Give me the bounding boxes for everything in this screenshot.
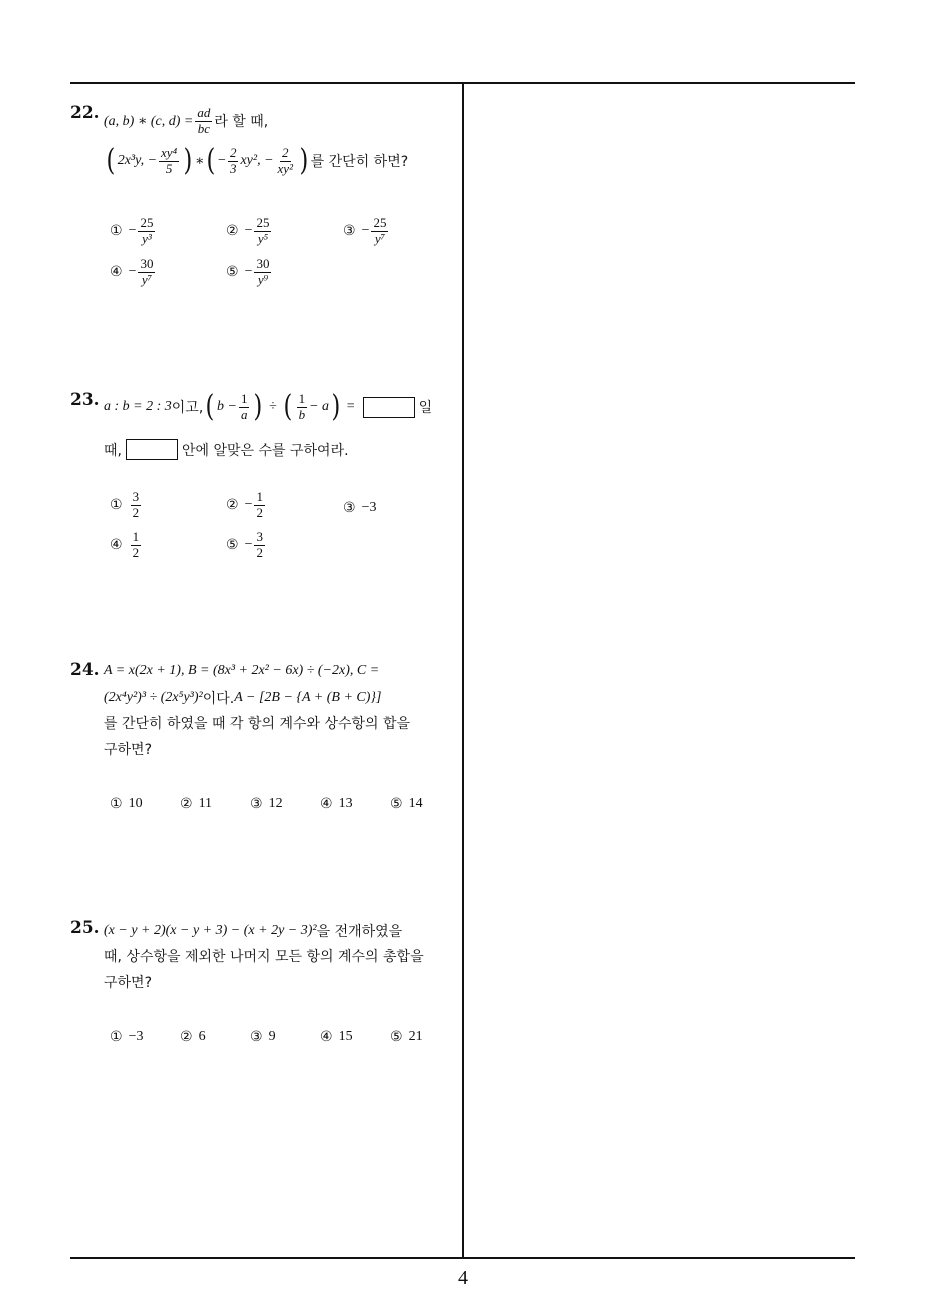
neg-sign: − (218, 153, 226, 169)
question-24-line3: 를 간단히 하였을 때 각 항의 계수와 상수항의 합을 (104, 716, 411, 732)
choice-25-2[interactable]: ② 6 (180, 1029, 206, 1045)
question-24-line1: A = x(2x + 1), B = (8x³ + 2x² − 6x) ÷ (−2x), C = (104, 663, 380, 678)
expr-b: xy², − (240, 153, 274, 169)
definition-text: 라 할 때, (214, 114, 269, 131)
fraction-1: $\frac{\text{xy⁴}}{5}$ (161, 145, 178, 176)
question-24-line2: (2x⁴y²)³ ÷ (2x⁵y³)² 이다. A − [2B − {A + (B + C)}] (104, 690, 382, 707)
star-operator: ∗ (194, 153, 205, 169)
question-25-line2: 때, 상수항을 제외한 나머지 모든 항의 계수의 총합을 (104, 949, 424, 965)
left-paren: ( (106, 143, 116, 179)
definition-lhs: (a, b) ∗ (c, d) = (104, 113, 194, 129)
choice-23-4[interactable]: ④ $\frac{1}{2}$ (110, 529, 140, 560)
question-22-number: 22. (70, 103, 100, 123)
choice-23-3[interactable]: ③ −3 (343, 500, 377, 516)
question-25-number: 25. (70, 918, 100, 938)
answer-box (126, 439, 178, 460)
fraction-3: $\frac{2}{\text{xy²}}$ (277, 145, 293, 176)
question-23-line1: a : b = 2 : 3 이고, ( b − $\frac{1}{a}$ ) ÷ ( $\frac{1}{b}$ − a ) = 일 (104, 389, 433, 425)
choice-25-1[interactable]: ① −3 (110, 1029, 144, 1045)
question-25-line3: 구하면? (104, 975, 153, 991)
question-23-line2: 때, 안에 알맞은 수를 구하여라. (104, 439, 349, 460)
definition-fraction: $\frac{ad}{bc}$ (197, 105, 211, 136)
choice-22-5[interactable]: ⑤ − $\frac{30}{\text{y⁹}}$ (226, 256, 270, 287)
choice-24-4[interactable]: ④ 13 (320, 796, 353, 812)
choice-24-2[interactable]: ② 11 (180, 796, 213, 812)
choice-22-4[interactable]: ④ − $\frac{30}{\text{y⁷}}$ (110, 256, 154, 287)
question-24-line4: 구하면? (104, 742, 153, 758)
choice-23-1[interactable]: ① $\frac{3}{2}$ (110, 489, 140, 520)
choice-25-3[interactable]: ③ 9 (250, 1029, 276, 1045)
choice-22-1[interactable]: ① − $\frac{25}{\text{y³}}$ (110, 215, 154, 246)
choice-24-3[interactable]: ③ 12 (250, 796, 283, 812)
choice-25-5[interactable]: ⑤ 21 (390, 1029, 423, 1045)
choice-23-5[interactable]: ⑤ − $\frac{3}{2}$ (226, 529, 263, 560)
question-23-number: 23. (70, 390, 100, 410)
bottom-rule (70, 1257, 855, 1259)
question-22-tail: 를 간단히 하면? (310, 154, 409, 171)
expr-a: 2x³y, − (117, 153, 158, 169)
ratio: a : b = 2 : 3 (104, 399, 172, 415)
fraction-2: $\frac{2}{3}$ (229, 145, 237, 176)
choice-25-4[interactable]: ④ 15 (320, 1029, 353, 1045)
question-22-expression (104, 143, 409, 179)
question-24-number: 24. (70, 660, 100, 680)
choice-22-2[interactable]: ② − $\frac{25}{\text{y⁵}}$ (226, 215, 270, 246)
question-25-line1: (x − y + 2)(x − y + 3) − (x + 2y − 3)² 을 전개하였을 (104, 923, 403, 940)
choice-23-2[interactable]: ② − $\frac{1}{2}$ (226, 489, 263, 520)
choice-24-5[interactable]: ⑤ 14 (390, 796, 423, 812)
column-divider (462, 82, 464, 1258)
choice-24-1[interactable]: ① 10 (110, 796, 143, 812)
answer-box (363, 397, 415, 418)
right-paren: ) (183, 143, 193, 179)
choice-22-3[interactable]: ③ − $\frac{25}{\text{y⁷}}$ (343, 215, 387, 246)
left-paren: ( (206, 143, 216, 179)
right-paren: ) (299, 143, 309, 179)
question-22-definition (104, 106, 268, 137)
page-number: 4 (458, 1267, 468, 1289)
